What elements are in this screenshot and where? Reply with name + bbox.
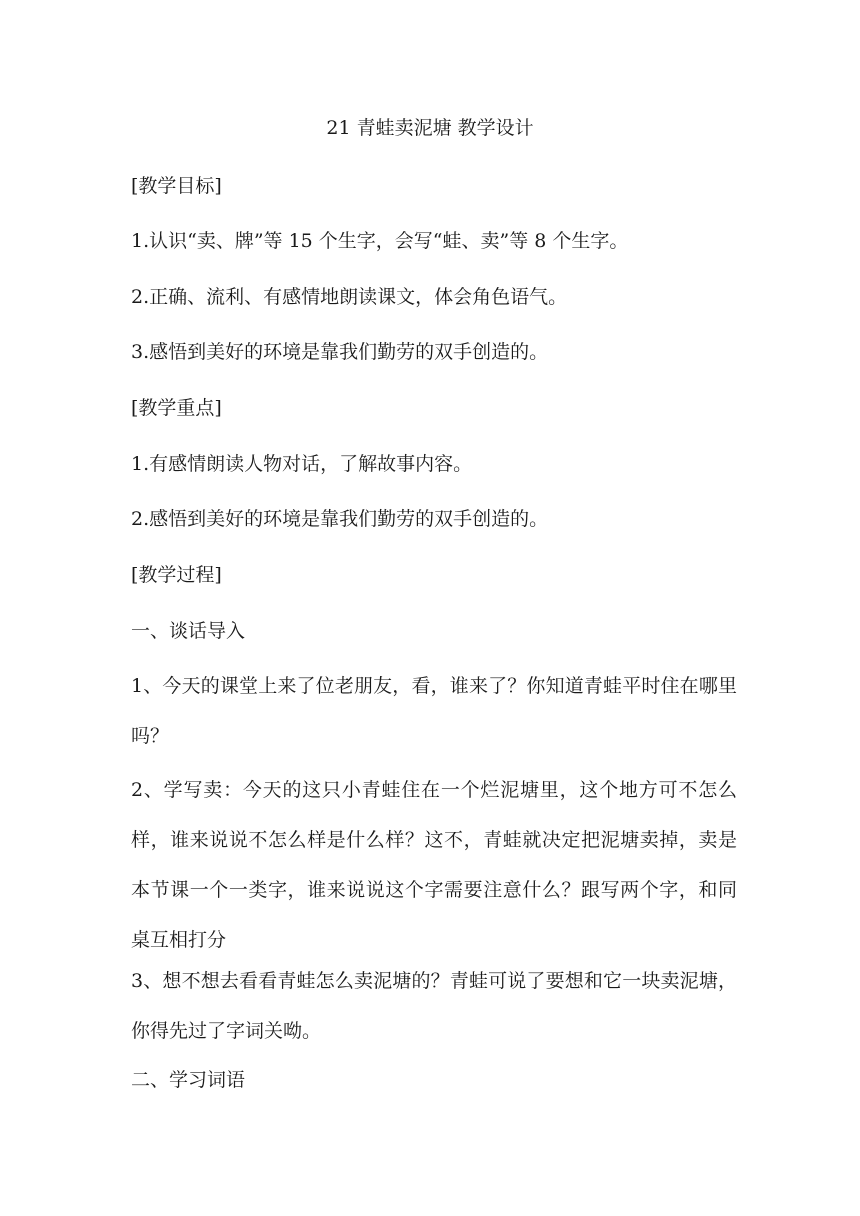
objective-item: 3.感悟到美好的环境是靠我们勤劳的双手创造的。 <box>131 341 549 363</box>
objective-item: 2.正确、流利、有感情地朗读课文，体会角色语气。 <box>131 286 568 308</box>
key-point-item: 1.有感情朗读人物对话，了解故事内容。 <box>131 453 473 475</box>
part1-heading: 一、谈话导入 <box>131 620 246 642</box>
objectives-heading: [教学目标] <box>131 175 222 197</box>
part2-heading: 二、学习词语 <box>131 1069 246 1091</box>
process-heading: [教学过程] <box>131 564 222 586</box>
document-title: 21 青蛙卖泥塘 教学设计 <box>326 117 534 139</box>
part1-item: 1、今天的课堂上来了位老朋友，看，谁来了？你知道青蛙平时住在哪里吗？ <box>131 675 737 747</box>
part1-item: 2、学写卖：今天的这只小青蛙住在一个烂泥塘里，这个地方可不怎么样，谁来说说不怎么样是什么样？这不，青蛙就决定把泥塘卖掉，卖是本节课一个一类字，谁来说说这个字需要注意什么？跟写两个字，和同桌互相打分 <box>131 779 737 951</box>
part1-item: 3、想不想去看看青蛙怎么卖泥塘的？青蛙可说了要想和它一块卖泥塘，你得先过了字词关呦。 <box>131 970 737 1042</box>
key-points-heading: [教学重点] <box>131 397 222 419</box>
objective-item: 1.认识“卖、牌”等 15 个生字，会写“蛙、卖”等 8 个生字。 <box>131 230 629 252</box>
key-point-item: 2.感悟到美好的环境是靠我们勤劳的双手创造的。 <box>131 508 549 530</box>
